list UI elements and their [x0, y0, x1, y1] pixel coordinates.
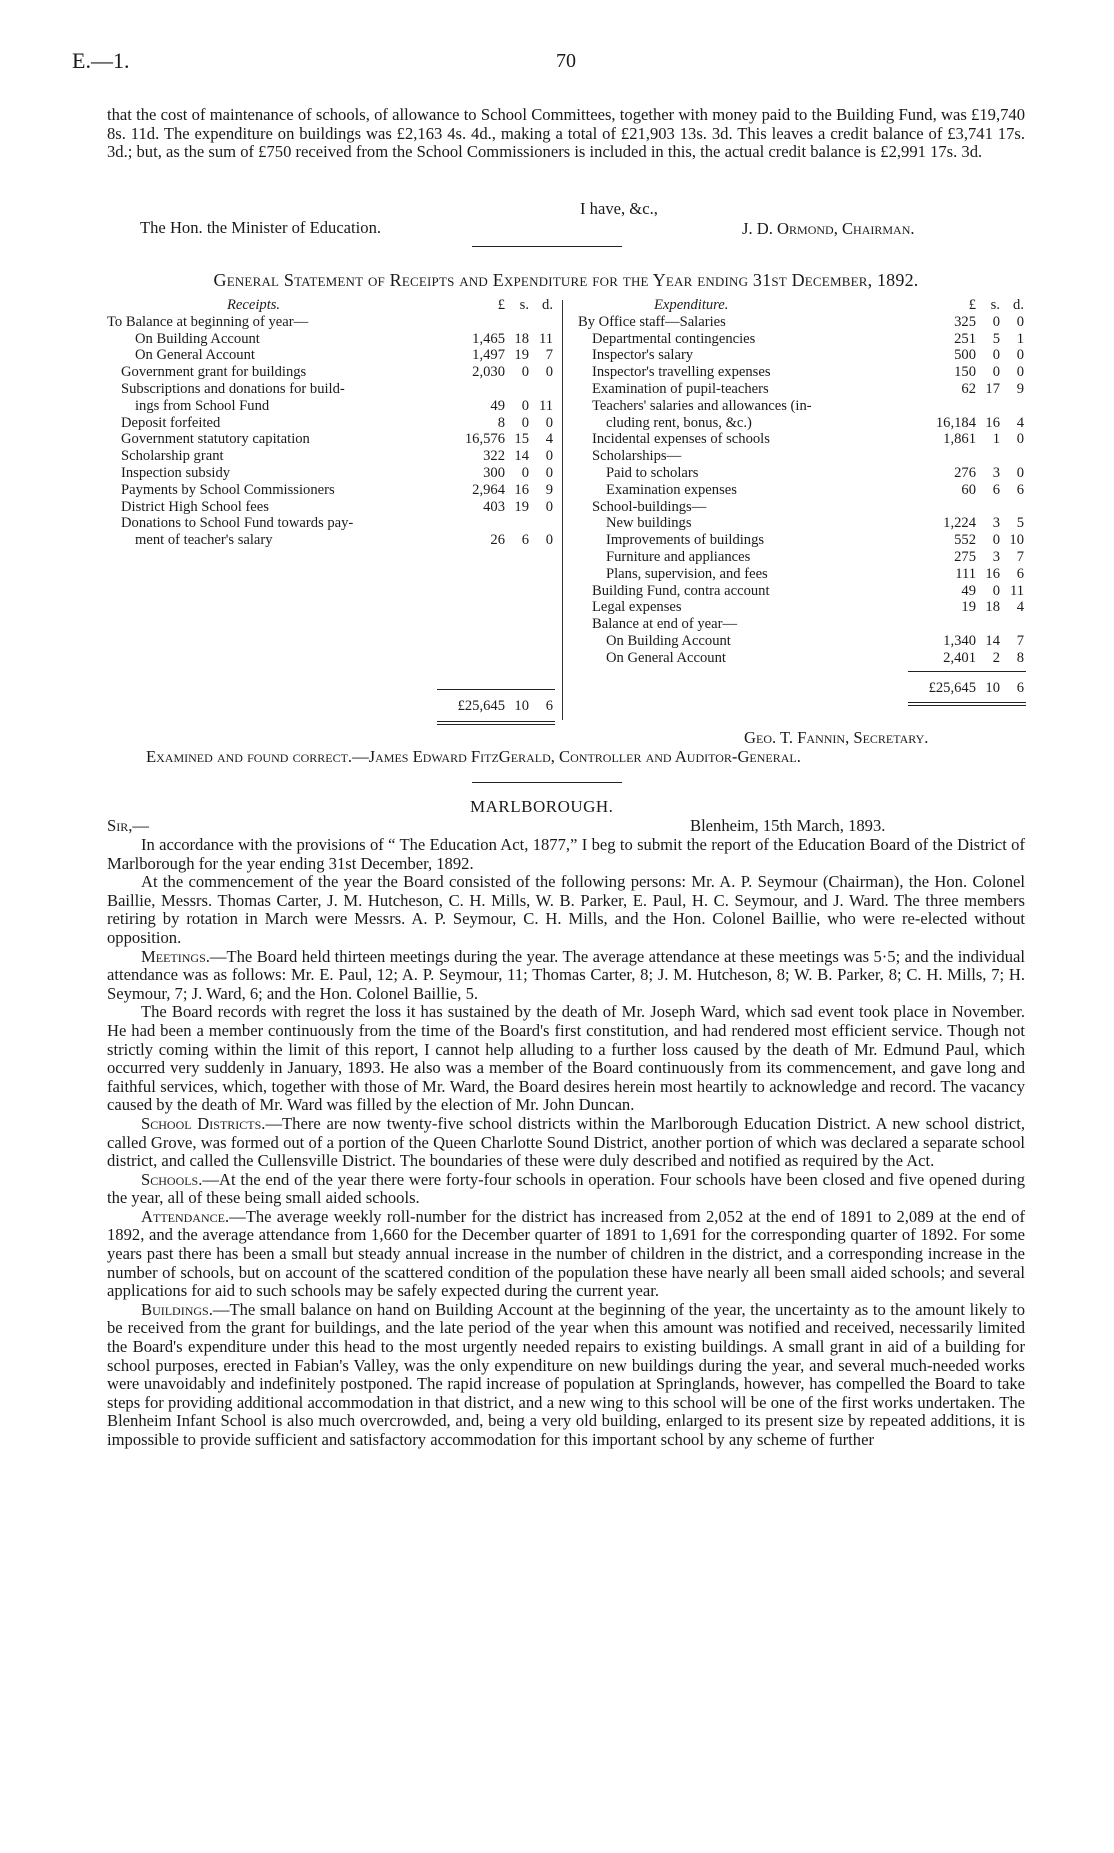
- expenditure-table: [578, 297, 1028, 706]
- divider: [472, 782, 622, 783]
- receipts-label: Government statutory capitation: [121, 431, 310, 448]
- receipts-total-row: [107, 698, 557, 715]
- expenditure-label: Building Fund, contra account: [592, 582, 770, 599]
- receipts-row: [107, 398, 557, 415]
- receipts-pounds: 1,497: [472, 347, 505, 364]
- expenditure-pounds: 60: [961, 481, 976, 498]
- receipts-row: [107, 364, 557, 381]
- expenditure-shillings: 17: [985, 380, 1000, 397]
- receipts-pounds: 8: [497, 414, 505, 431]
- receipts-label: Payments by School Commissioners: [121, 481, 335, 498]
- expenditure-shillings: 5: [992, 330, 1000, 347]
- expenditure-row: [578, 398, 1028, 415]
- expenditure-row: [578, 650, 1028, 667]
- receipts-pence: 0: [545, 364, 553, 381]
- receipts-pence: 4: [545, 431, 553, 448]
- expenditure-row: [578, 448, 1028, 465]
- receipts-pounds: 26: [490, 532, 505, 549]
- receipts-label: District High School fees: [121, 498, 269, 515]
- receipts-table: [107, 297, 557, 725]
- expenditure-label: On Building Account: [606, 632, 731, 649]
- receipts-header-row: [107, 297, 557, 314]
- expenditure-label: On General Account: [606, 649, 726, 666]
- expenditure-row: [578, 549, 1028, 566]
- expenditure-label: Improvements of buildings: [606, 532, 765, 549]
- receipts-pence: 9: [545, 481, 553, 498]
- expenditure-double-rule: [908, 702, 1026, 703]
- report-paragraph-board: At the commencement of the year the Board consisted of the following persons: Mr. A. P. Seymour (Chairman), the Hon. Colonel Baillie, Messrs. Thomas Carter, J. M. Hutcheson, C. H. Mills, W. B. Parker, E. Paul, H. C. Seymour, and J. Ward. The three members retiring by rotation in March were Messrs. A. P. Seymour, C. H. Mills, and the Hon. Colonel Baillie, who were re-elected without opposition.: [107, 872, 1025, 947]
- expenditure-pence: 7: [1016, 548, 1024, 565]
- expenditure-shillings: 0: [992, 532, 1000, 549]
- expenditure-pence: 9: [1016, 380, 1024, 397]
- expenditure-shillings: 3: [992, 464, 1000, 481]
- receipts-shillings: 18: [514, 330, 529, 347]
- expenditure-shillings: 2: [992, 649, 1000, 666]
- chairman-signature: J. D. Ormond, Chairman.: [742, 219, 915, 238]
- receipts-row: [107, 499, 557, 516]
- receipts-shillings: 0: [521, 414, 529, 431]
- expenditure-total-pence: 6: [1016, 679, 1024, 696]
- expenditure-label: Inspector's salary: [592, 347, 694, 364]
- expenditure-row: [578, 314, 1028, 331]
- receipts-row: [107, 331, 557, 348]
- expenditure-label: Examination expenses: [606, 481, 737, 498]
- expenditure-pence: 0: [1016, 313, 1024, 330]
- receipts-pence: 11: [538, 397, 553, 414]
- receipts-label: On Building Account: [135, 330, 260, 347]
- report-paragraph-meetings: [107, 948, 1025, 1004]
- pounds-header: £: [968, 297, 976, 313]
- receipts-label: To Balance at beginning of year—: [107, 313, 309, 330]
- expenditure-shillings: 0: [992, 347, 1000, 364]
- expenditure-label: Furniture and appliances: [606, 548, 751, 565]
- report-paragraph-intro: In accordance with the provisions of “ The Education Act, 1877,” I beg to submit the report of the Education Board of the District of Marlborough for the year ending 31st December, 1892.: [107, 835, 1025, 873]
- pence-header: d.: [542, 297, 553, 313]
- receipts-shillings: 0: [521, 364, 529, 381]
- expenditure-total-pounds: £25,645: [928, 679, 976, 696]
- expenditure-row: [578, 616, 1028, 633]
- expenditure-row: [578, 499, 1028, 516]
- receipts-pounds: 300: [483, 464, 505, 481]
- receipts-row: [107, 347, 557, 364]
- receipts-label: Government grant for buildings: [121, 364, 307, 381]
- expenditure-shillings: 3: [992, 548, 1000, 565]
- addressee: The Hon. the Minister of Education.: [140, 218, 382, 237]
- expenditure-label: Inspector's travelling expenses: [592, 364, 771, 381]
- expenditure-pounds: 500: [954, 347, 976, 364]
- receipts-double-rule: [437, 721, 555, 722]
- expenditure-pounds: 325: [954, 313, 976, 330]
- report-paragraph-districts: [107, 1115, 1025, 1171]
- expenditure-pounds: 552: [954, 532, 976, 549]
- receipts-row: [107, 532, 557, 549]
- expenditure-label: Teachers' salaries and allowances (in-: [592, 397, 812, 414]
- intro-paragraph: that the cost of maintenance of schools, of allowance to School Committees, together with money paid to the Building Fund, was £19,740 8s. 11d. The expenditure on buildings was £2,163 4s. 4d., making a total of £21,903 13s. 3d. This leaves a credit balance of £3,741 17s. 3d.; but, as the sum of £750 received from the School Commissioners is included in this, the actual credit balance is £2,991 17s. 3d.: [107, 105, 1025, 162]
- meetings-text: —The Board held thirteen meetings during the year. The average attendance at these meetings was 5·5; and the individual attendance was as follows: Mr. E. Paul, 12; A. P. Seymour, 11; Thomas Carter, 8; J. M. Hutcheson, 8; W. B. Parker, 8; C. H. Mills, 7; H. Seymour, 7; J. Ward, 6; and the Hon. Colonel Baillie, 5.: [107, 946, 1025, 1003]
- expenditure-label: Legal expenses: [592, 599, 682, 616]
- receipts-pounds: 322: [483, 448, 505, 465]
- expenditure-row: [578, 347, 1028, 364]
- expenditure-label: Scholarships—: [592, 448, 682, 465]
- expenditure-heading: Expenditure.: [654, 297, 729, 313]
- receipts-total-shillings: 10: [514, 697, 529, 714]
- expenditure-row: [578, 431, 1028, 448]
- attendance-text: —The average weekly roll-number for the district has increased from 2,052 at the end of 1891 to 2,089 at the end of 1892, and the average attendance from 1,660 for the December quarter of 1891 to 1,691 for the corresponding quarter of 1892. For some years past there has been a small but steady annual increase in the number of children in the district, and a corresponding increase in the number of schools, but on account of the scattered condition of the population these have nearly all been small aided schools; and several applications for aid to such schools may be safely expected during the current year.: [107, 1206, 1025, 1301]
- expenditure-pence: 0: [1016, 347, 1024, 364]
- expenditure-pence: 10: [1009, 532, 1024, 549]
- receipts-pence: 7: [545, 347, 553, 364]
- report-paragraph-schools: [107, 1171, 1025, 1208]
- districts-heading: School Districts.: [141, 1113, 266, 1133]
- receipts-label: Subscriptions and donations for build-: [121, 380, 345, 397]
- expenditure-pence: 4: [1016, 599, 1024, 616]
- receipts-label: Deposit forfeited: [121, 414, 221, 431]
- page-number: 70: [556, 50, 576, 72]
- expenditure-pence: 5: [1016, 515, 1024, 532]
- closing-line: I have, &c.,: [580, 199, 658, 218]
- expenditure-label: Examination of pupil-teachers: [592, 380, 769, 397]
- schools-text: —At the end of the year there were forty-four schools in operation. Four schools have been closed and five opened during the year, all of these being small aided schools.: [107, 1169, 1025, 1208]
- receipts-pounds: 16,576: [464, 431, 505, 448]
- receipts-row: [107, 415, 557, 432]
- receipts-label: ment of teacher's salary: [135, 532, 273, 549]
- expenditure-row: [578, 599, 1028, 616]
- receipts-row: [107, 515, 557, 532]
- receipts-shillings: 6: [521, 532, 529, 549]
- expenditure-row: [578, 482, 1028, 499]
- expenditure-label: New buildings: [606, 515, 692, 532]
- expenditure-shillings: 16: [985, 565, 1000, 582]
- expenditure-pounds: 49: [961, 582, 976, 599]
- expenditure-pence: 8: [1016, 649, 1024, 666]
- receipts-label: Donations to School Fund towards pay-: [121, 515, 354, 532]
- buildings-text: —The small balance on hand on Building Account at the beginning of the year, the uncertainty as to the amount likely to be received from the grant for buildings, and the late period of the year when this amount was notified and received, necessarily limited the Board's expenditure under this head to the most urgently needed repairs to existing buildings. A small grant in aid of a building for school purposes, erected in Fabian's Valley, was the only expenditure on new buildings during the year, and several much-needed works were unavoidably and indefinitely postponed. The rapid increase of population at Springlands, however, has compelled the Board to take steps for providing additional accommodation in that district, and a new wing to this school will be one of the first works undertaken. The Blenheim Infant School is also much overcrowded, and, being a very old building, enlarged to its present size by repeated additions, it is impossible to provide sufficient and satisfactory accommodation for this important school by any scheme of further: [107, 1299, 1025, 1449]
- districts-text: —There are now twenty-five school districts within the Marlborough Education District. A new school district, called Grove, was formed out of a portion of the Queen Charlotte Sound District, another portion of which was declared a separate school district, and called the Cullensville District. The boundaries of these were duly described and notified as required by the Act.: [107, 1113, 1025, 1171]
- expenditure-total-row: [578, 680, 1028, 697]
- receipts-row: [107, 482, 557, 499]
- expenditure-pence: 0: [1016, 431, 1024, 448]
- statement-title: General Statement of Receipts and Expenditure for the Year ending 31st December, 1892.: [213, 270, 919, 290]
- expenditure-shillings: 1: [992, 431, 1000, 448]
- shillings-header: s.: [519, 297, 529, 313]
- section-heading: MARLBOROUGH.: [470, 797, 614, 816]
- receipts-pence: 0: [545, 448, 553, 465]
- expenditure-pounds: 111: [955, 565, 976, 582]
- receipts-pounds: 2,964: [472, 481, 505, 498]
- receipts-pence: 0: [545, 498, 553, 515]
- buildings-heading: Buildings.: [141, 1299, 213, 1319]
- receipts-total-rule: [437, 689, 555, 690]
- expenditure-row: [578, 532, 1028, 549]
- expenditure-pounds: 1,224: [943, 515, 976, 532]
- expenditure-label: Paid to scholars: [606, 464, 699, 481]
- expenditure-pounds: 16,184: [935, 414, 976, 431]
- receipts-double-rule-2: [437, 724, 555, 725]
- expenditure-pounds: 19: [961, 599, 976, 616]
- expenditure-pence: 11: [1009, 582, 1024, 599]
- expenditure-row: [578, 331, 1028, 348]
- expenditure-label: Departmental contingencies: [592, 330, 756, 347]
- expenditure-label: School-buildings—: [592, 498, 707, 515]
- report-paragraph-death: The Board records with regret the loss it has sustained by the death of Mr. Joseph Ward, which sad event took place in November. He had been a member continuously from the time of the Board's first constitution, and had rendered most efficient service. Though not strictly coming within the limit of this report, I cannot help alluding to a further loss caused by the death of Mr. Edmund Paul, which occurred very suddenly in January, 1893. He also was a member of the Board continuously from its commencement, and gave long and faithful services, which, together with those of Mr. Ward, the Board desires herein most heartily to acknowledge and record. The vacancy caused by the death of Mr. Ward was filled by the election of Mr. John Duncan.: [107, 1002, 1025, 1115]
- pence-header: d.: [1013, 297, 1024, 313]
- expenditure-pence: 1: [1016, 330, 1024, 347]
- document-reference: E.—1.: [72, 48, 130, 73]
- meetings-heading: Meetings.: [141, 946, 210, 966]
- expenditure-pence: 0: [1016, 364, 1024, 381]
- expenditure-pounds: 62: [961, 380, 976, 397]
- expenditure-shillings: 18: [985, 599, 1000, 616]
- report-paragraph-buildings: [107, 1301, 1025, 1450]
- expenditure-pounds: 275: [954, 548, 976, 565]
- receipts-total-pence: 6: [545, 697, 553, 714]
- expenditure-label: By Office staff—Salaries: [578, 313, 726, 330]
- receipts-label: On General Account: [135, 347, 255, 364]
- expenditure-row: [578, 364, 1028, 381]
- receipts-pence: 0: [545, 532, 553, 549]
- expenditure-shillings: 16: [985, 414, 1000, 431]
- report-body: [107, 836, 1025, 1450]
- expenditure-row: [578, 633, 1028, 650]
- expenditure-shillings: 0: [992, 313, 1000, 330]
- intro-section: [107, 106, 1025, 162]
- expenditure-row: [578, 415, 1028, 432]
- receipts-pence: 11: [538, 330, 553, 347]
- expenditure-total-rule: [908, 671, 1026, 672]
- expenditure-pounds: 276: [954, 464, 976, 481]
- receipts-row: [107, 448, 557, 465]
- expenditure-label: Plans, supervision, and fees: [606, 565, 768, 582]
- table-divider-line: [562, 300, 563, 720]
- receipts-row: [107, 465, 557, 482]
- expenditure-pounds: 1,861: [943, 431, 976, 448]
- expenditure-label: Balance at end of year—: [592, 616, 738, 633]
- receipts-shillings: 16: [514, 481, 529, 498]
- expenditure-pence: 6: [1016, 565, 1024, 582]
- expenditure-pounds: 251: [954, 330, 976, 347]
- expenditure-label: cluding rent, bonus, &c.): [606, 414, 752, 431]
- receipts-pence: 0: [545, 414, 553, 431]
- receipts-shillings: 0: [521, 397, 529, 414]
- expenditure-shillings: 0: [992, 364, 1000, 381]
- receipts-label: Scholarship grant: [121, 448, 224, 465]
- receipts-label: ings from School Fund: [135, 397, 270, 414]
- report-paragraph-attendance: [107, 1208, 1025, 1301]
- receipts-shillings: 15: [514, 431, 529, 448]
- shillings-header: s.: [990, 297, 1000, 313]
- attendance-heading: Attendance.: [141, 1206, 230, 1226]
- expenditure-pounds: 150: [954, 364, 976, 381]
- expenditure-row: [578, 583, 1028, 600]
- receipts-shillings: 0: [521, 464, 529, 481]
- expenditure-header-row: [578, 297, 1028, 314]
- receipts-total-pounds: £25,645: [457, 697, 505, 714]
- expenditure-pence: 4: [1016, 414, 1024, 431]
- receipts-pounds: 1,465: [472, 330, 505, 347]
- expenditure-row: [578, 465, 1028, 482]
- receipts-shillings: 19: [514, 347, 529, 364]
- expenditure-pounds: 2,401: [943, 649, 976, 666]
- receipts-row: [107, 381, 557, 398]
- expenditure-pence: 6: [1016, 481, 1024, 498]
- expenditure-row: [578, 381, 1028, 398]
- pounds-header: £: [497, 297, 505, 313]
- receipts-row: [107, 431, 557, 448]
- expenditure-shillings: 14: [985, 632, 1000, 649]
- receipts-shillings: 19: [514, 498, 529, 515]
- place-date: Blenheim, 15th March, 1893.: [690, 816, 886, 835]
- expenditure-label: Incidental expenses of schools: [592, 431, 770, 448]
- receipts-shillings: 14: [514, 448, 529, 465]
- divider: [472, 246, 622, 247]
- schools-heading: Schools.: [141, 1169, 203, 1189]
- expenditure-pounds: 1,340: [943, 632, 976, 649]
- receipts-row: [107, 314, 557, 331]
- expenditure-shillings: 6: [992, 481, 1000, 498]
- expenditure-shillings: 0: [992, 582, 1000, 599]
- expenditure-shillings: 3: [992, 515, 1000, 532]
- expenditure-row: [578, 566, 1028, 583]
- secretary-signature: Geo. T. Fannin, Secretary.: [744, 728, 929, 747]
- salutation: Sir,—: [107, 816, 149, 835]
- receipts-pounds: 2,030: [472, 364, 505, 381]
- auditor-note: Examined and found correct.—James Edward FitzGerald, Controller and Auditor-General.: [146, 747, 801, 766]
- expenditure-total-shillings: 10: [985, 679, 1000, 696]
- receipts-pounds: 49: [490, 397, 505, 414]
- receipts-label: Inspection subsidy: [121, 464, 231, 481]
- receipts-pence: 0: [545, 464, 553, 481]
- receipts-pounds: 403: [483, 498, 505, 515]
- expenditure-row: [578, 515, 1028, 532]
- receipts-heading: Receipts.: [227, 297, 281, 313]
- expenditure-double-rule-2: [908, 705, 1026, 706]
- expenditure-pence: 7: [1016, 632, 1024, 649]
- expenditure-pence: 0: [1016, 464, 1024, 481]
